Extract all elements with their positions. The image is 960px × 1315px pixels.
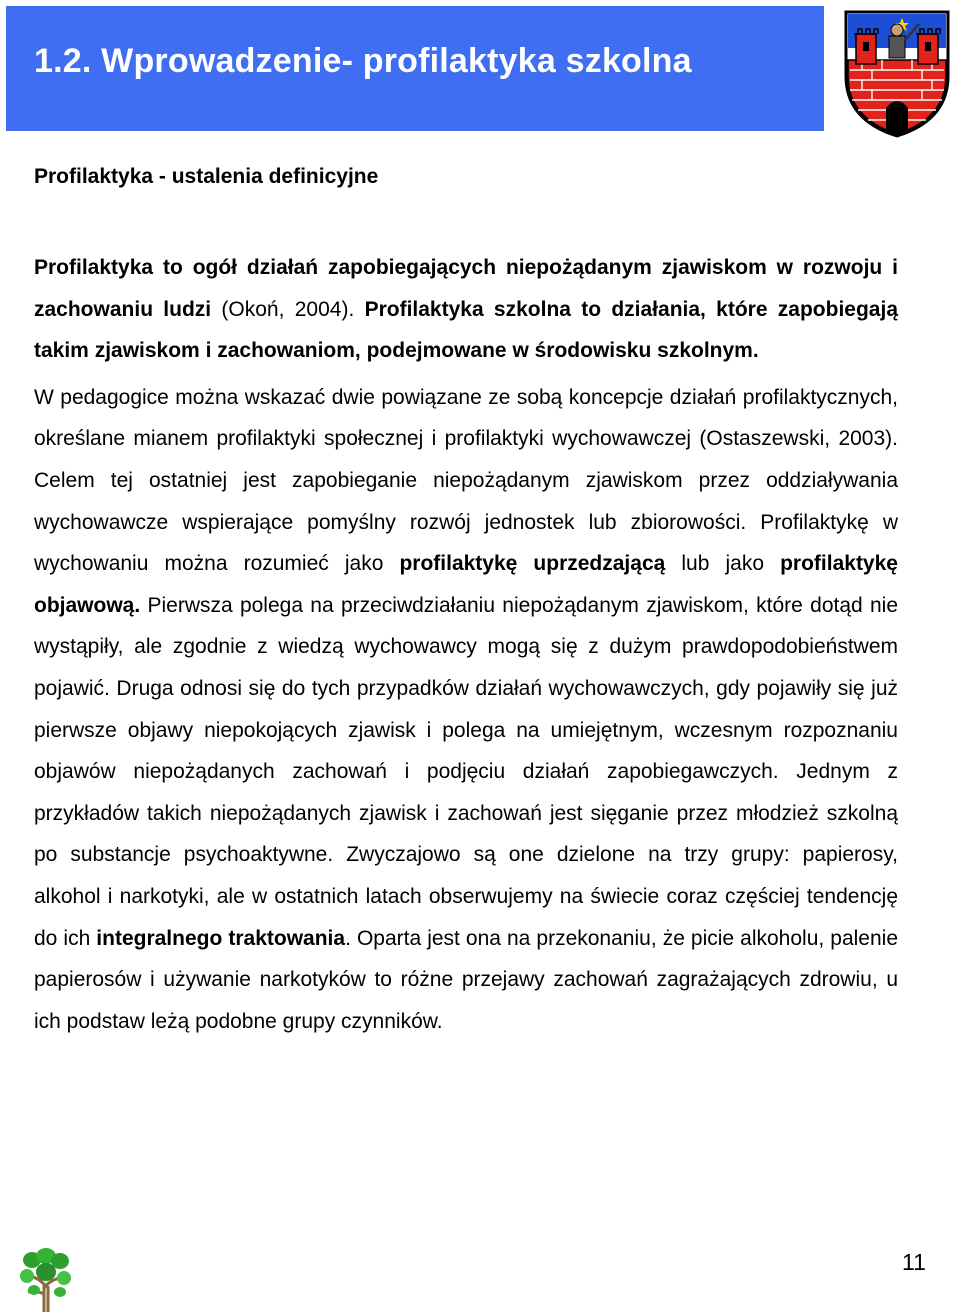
term-integral-treatment: integralnego traktowania — [96, 926, 346, 950]
citation-text: (Okoń, 2004). — [211, 297, 365, 321]
header-banner — [6, 6, 824, 131]
definition-paragraph — [34, 247, 898, 372]
school-prevention-definition: Profilaktyka szkolna to działania, które zapobiegają takim zjawiskom i zachowaniom, podejmowane w środowisku szkolnym. — [34, 297, 898, 363]
document-body — [34, 247, 898, 1042]
body-text-4: . Oparta jest ona na przekonaniu, że picie alkoholu, palenie papierosów i używanie narkotyków to różne przejawy zachowań zagrażających zdrowiu, u ich podstaw leżą podobne grupy czynników. — [34, 926, 898, 1033]
definition-bold-text: Profilaktyka to ogół działań zapobiegających niepożądanym zjawiskom w rozwoju i zachowaniu ludzi — [34, 256, 898, 321]
page-number: 11 — [902, 1249, 926, 1275]
body-text-2: lub jako — [665, 552, 781, 576]
body-paragraph — [34, 377, 898, 1043]
section-subtitle: Profilaktyka - ustalenia definicyjne — [34, 165, 379, 188]
green-tree-logo-icon — [20, 1248, 72, 1312]
body-text-3: Pierwsza polega na przeciwdziałaniu niepożądanym zjawiskom, które dotąd nie wystąpiły, ale zgodnie z wiedzą wychowawcy mogą się z dużym prawdopodobieństwem pojawić. Druga odnosi się do tych przypadków działań wychowawczych, gdy pojawiły się już pierwsze objawy niepokojących zjawisk i polega na umiejętnym, wczesnym rozpoznaniu objawów niepożądanych zachowań i podjęciu działań zapobiegawczych. Jednym z przykładów takich niepożądanych zjawisk i zachowań jest sięganie przez młodzież szkolną po substancje psychoaktywne. Zwyczajowo są one dzielone na trzy grupy: papierosy, alkohol i narkotyki, ale w ostatnich latach obserwujemy na świecie coraz częściej tendencję do ich — [34, 593, 898, 950]
term-anticipatory-prevention: profilaktykę uprzedzającą — [399, 552, 666, 576]
body-text-1: W pedagogice można wskazać dwie powiązane ze sobą koncepcje działań profilaktycznych, określane mianem profilaktyki społecznej i profilaktyki wychowawczej (Ostaszewski, 2003). Celem tej ostatniej jest zapobieganie niepożądanym zjawiskom przez oddziaływania wychowawcze wspierające pomyślny rozwój jednostek lub zbiorowości. Profilaktykę w wychowaniu można rozumieć jako — [34, 385, 898, 576]
page-title: 1.2. Wprowadzenie- profilaktyka szkolna — [34, 42, 692, 80]
city-coat-of-arms-icon — [842, 8, 952, 138]
term-symptomatic-prevention: profilaktykę objawową. — [34, 552, 898, 617]
